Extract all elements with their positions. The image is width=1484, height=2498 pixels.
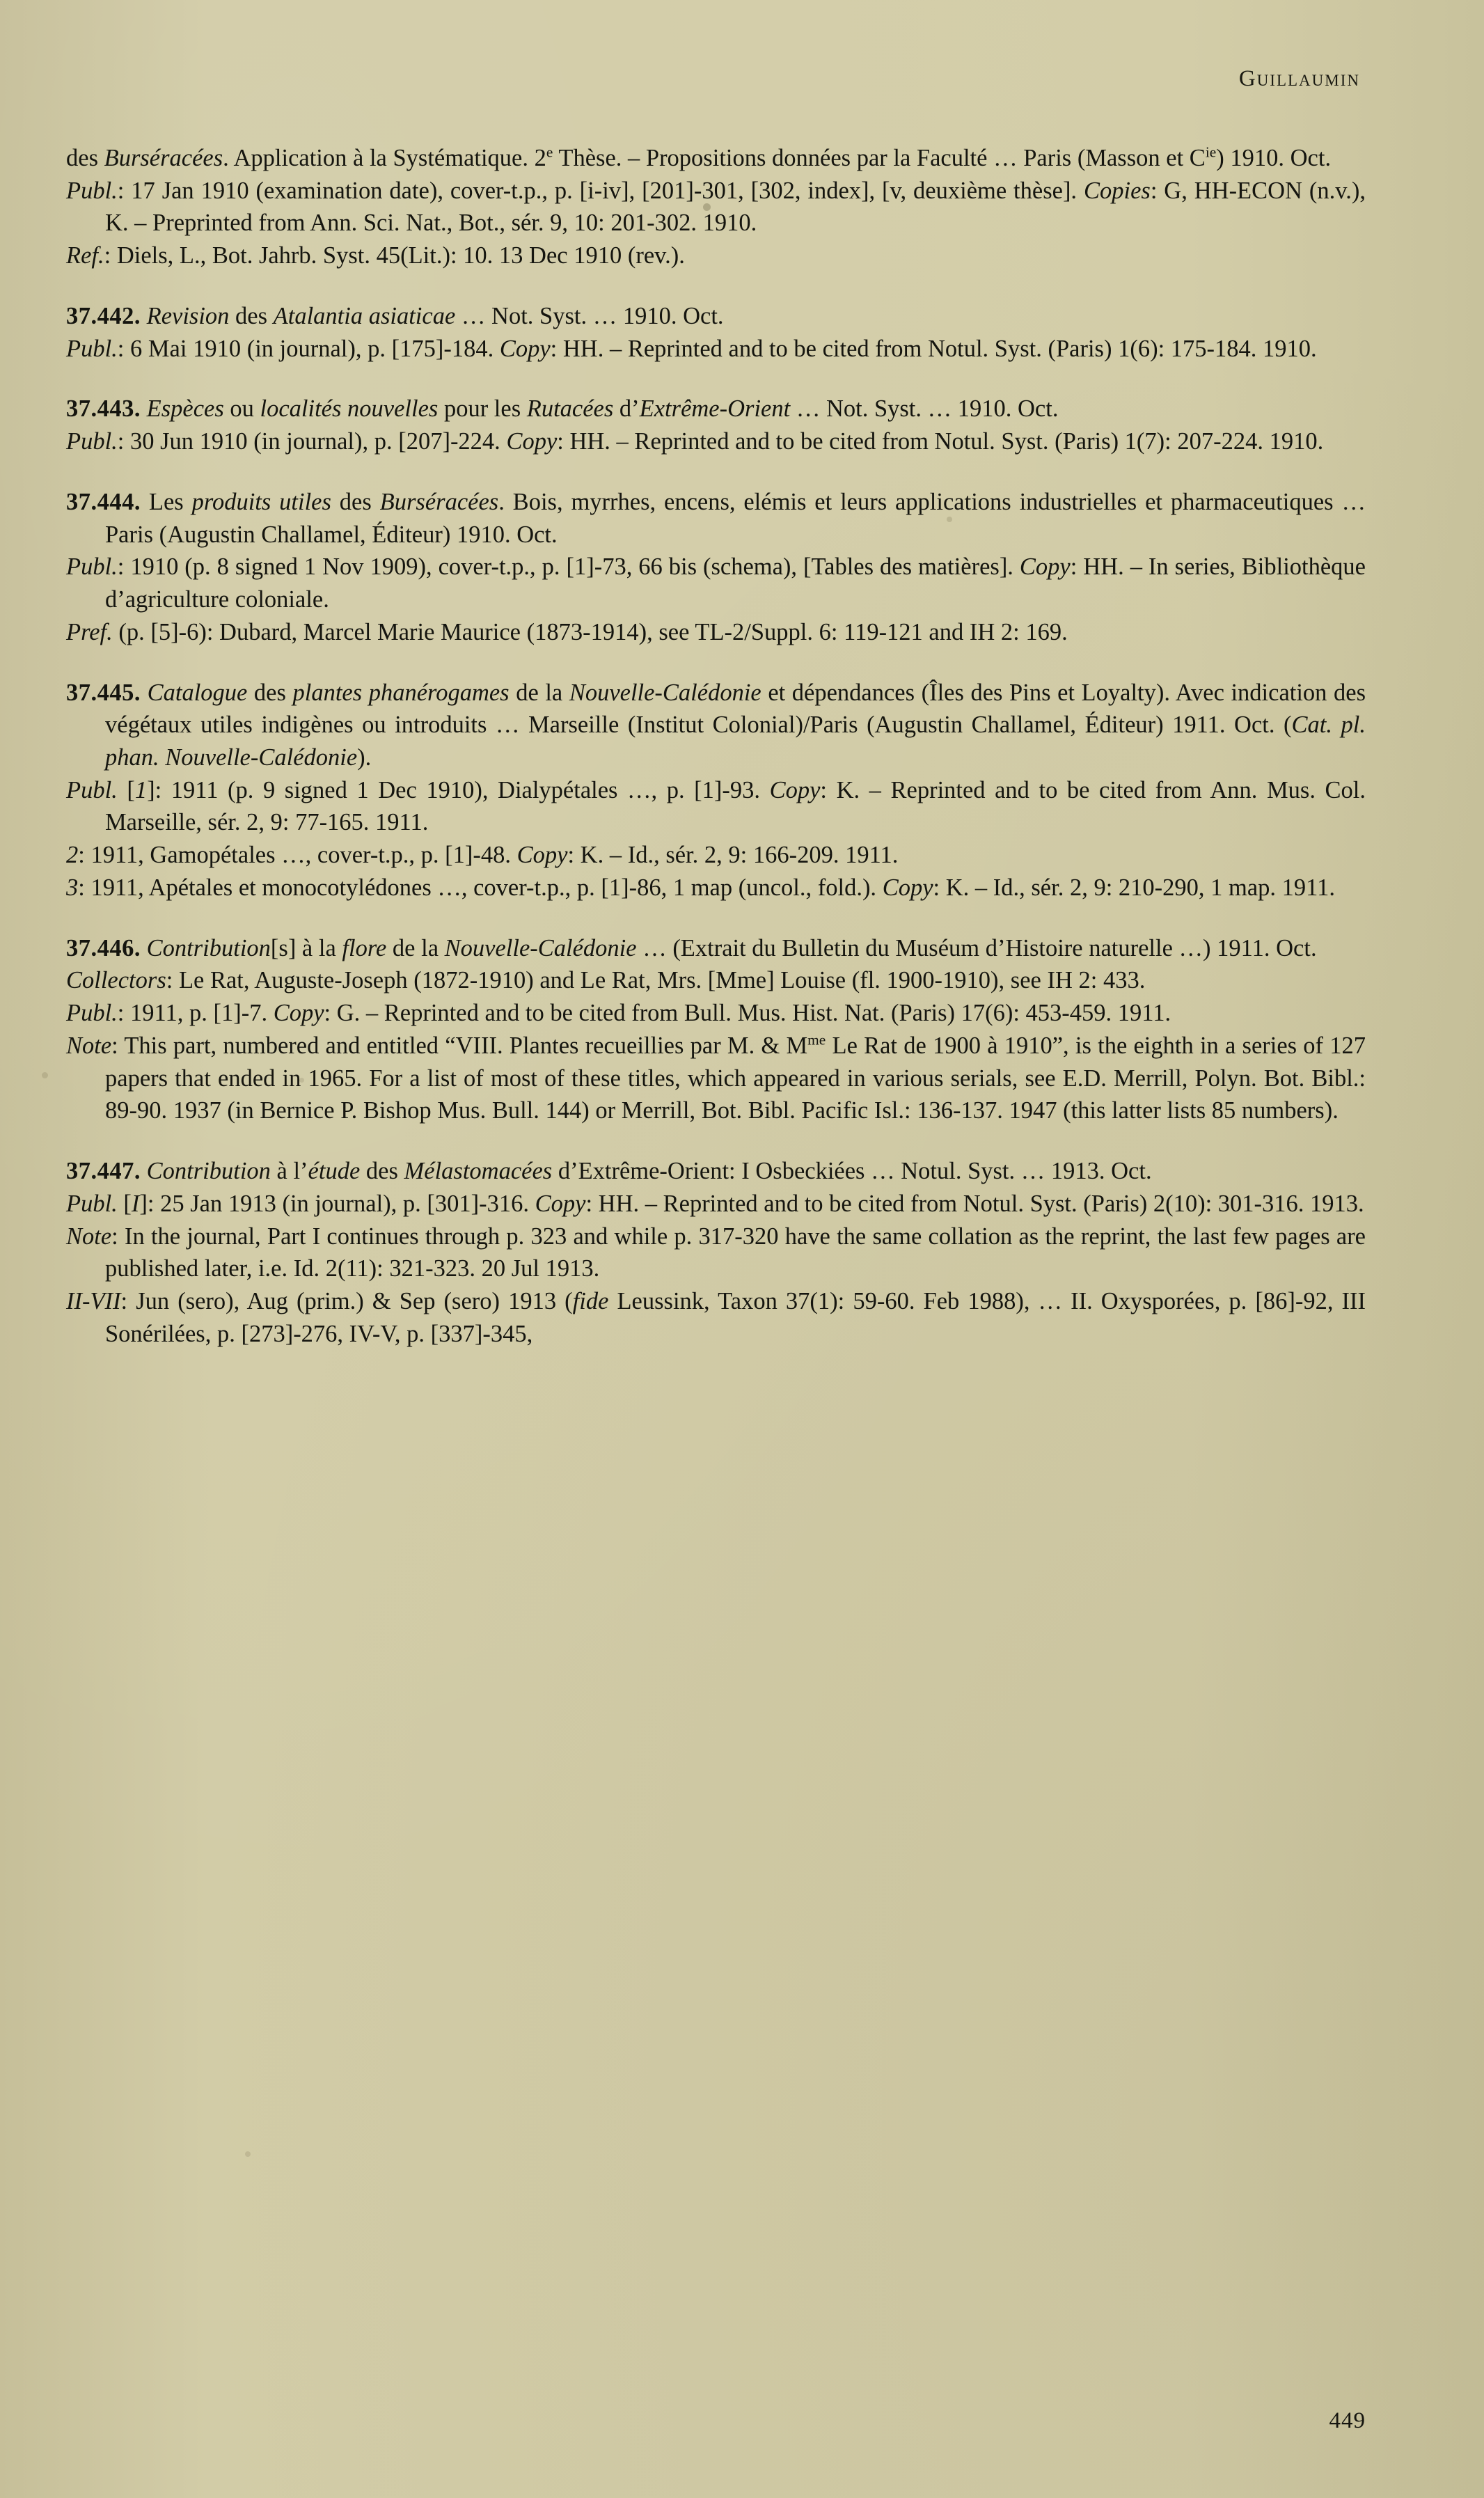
bibliography-entry [66, 486, 1366, 649]
entry-line: II-VII: Jun (sero), Aug (prim.) & Sep (sero) 1913 (fide Leussink, Taxon 37(1): 59-60. Feb 1988), … II. Oxysporées, p. [86]-92, III Sonérilées, p. [273]-276, IV-V, p. [337]-345, [66, 1288, 1366, 1347]
entry-line: Note: This part, numbered and entitled “VIII. Plantes recueillies par M. & $M^{me}$ Le Rat de 1900 à 1910”, is the eighth in a series of 127 papers that ended in 1965. For a list of most of these titles, which appeared in various serials, see E.D. Merrill, Polyn. Bot. Bibl.: 89-90. 1937 (in Bernice P. Bishop Mus. Bull. 144) or Merrill, Bot. Bibl. Pacific Isl.: 136-137. 1947 (this latter lists 85 numbers). [66, 1031, 1366, 1124]
bibliography-entry [66, 300, 1366, 365]
entry-line: Pref. (p. [5]-6): Dubard, Marcel Marie Maurice (1873-1914), see TL-2/Suppl. 6: 119-121 and IH 2: 169. [66, 618, 1068, 645]
page-number: 449 [1329, 2408, 1366, 2433]
entry-line: Publ.: 6 Mai 1910 (in journal), p. [175]-184. Copy: HH. – Reprinted and to be cited from Notul. Syst. (Paris) 1(6): 175-184. 1910. [66, 335, 1317, 362]
entry-line: Publ.: 1910 (p. 8 signed 1 Nov 1909), cover-t.p., p. [1]-73, 66 bis (schema), [Tables des matières]. Copy: HH. – In series, Bibliothèque d’agriculture coloniale. [66, 553, 1366, 613]
bibliography-entry [66, 393, 1366, 457]
entry-line: 37.443. Espèces ou localités nouvelles pour les Rutacées d’Extrême-Orient … Not. Syst. … 1910. Oct. [66, 395, 1059, 423]
entry-line: 37.442. Revision des Atalantia asiaticae … Not. Syst. … 1910. Oct. [66, 302, 724, 329]
entry-line: Collectors: Le Rat, Auguste-Joseph (1872-1910) and Le Rat, Mrs. [Mme] Louise (fl. 1900-1910), see IH 2: 433. [66, 967, 1146, 994]
entry-line: 3: 1911, Apétales et monocotylédones …, cover-t.p., p. [1]-86, 1 map (uncol., fold.). Copy: K. – Id., sér. 2, 9: 210-290, 1 map. 1911. [66, 874, 1336, 901]
bibliography-entry [66, 932, 1366, 1127]
entry-line: Publ. [I]: 25 Jan 1913 (in journal), p. [301]-316. Copy: HH. – Reprinted and to be cited from Notul. Syst. (Paris) 2(10): 301-316. 1913. [66, 1190, 1364, 1217]
entry-line: 37.444. Les produits utiles des Burséracées. Bois, myrrhes, encens, elémis et leurs applications industrielles et pharmaceutiques … Paris (Augustin Challamel, Éditeur) 1910. Oct. [66, 488, 1366, 548]
entry-line: Ref.: Diels, L., Bot. Jahrb. Syst. 45(Lit.): 10. 13 Dec 1910 (rev.). [66, 242, 685, 269]
entry-line: des Burséracées. Application à la Systématique. 2e Thèse. – Propositions données par la Faculté … Paris (Masson et $C^{ie}$) 1910. Oct. [66, 143, 1332, 171]
entry-line: 37.446. Contribution[s] à la flore de la Nouvelle-Calédonie … (Extrait du Bulletin du Muséum d’Histoire naturelle …) 1911. Oct. [66, 934, 1317, 961]
entry-line: Publ. [1]: 1911 (p. 9 signed 1 Dec 1910), Dialypétales …, p. [1]-93. Copy: K. – Reprinted and to be cited from Ann. Mus. Col. Marseille, sér. 2, 9: 77-165. 1911. [66, 776, 1366, 836]
entry-line: Publ.: 1911, p. [1]-7. Copy: G. – Reprinted and to be cited from Bull. Mus. Hist. Nat. (Paris) 17(6): 453-459. 1911. [66, 1000, 1171, 1027]
entry-line: 37.445. Catalogue des plantes phanérogames de la Nouvelle-Calédonie et dépendances (Îles des Pins et Loyalty). Avec indication des végétaux utiles indigènes ou introduits … Marseille (Institut Colonial)/Paris (Augustin Challamel, Éditeur) 1911. Oct. (Cat. pl. phan. Nouvelle-Calédonie). [66, 679, 1366, 771]
bibliography-entry [66, 677, 1366, 904]
bibliography-entry [66, 1155, 1366, 1350]
running-head: Guillaumin [1238, 66, 1360, 91]
entry-line: Publ.: 17 Jan 1910 (examination date), cover-t.p., p. [i-iv], [201]-301, [302, index], [v, deuxième thèse]. Copies: G, HH-ECON (n.v.), K. – Preprinted from Ann. Sci. Nat., Bot., sér. 9, 10: 201-302. 1910. [66, 177, 1366, 237]
page-body [66, 142, 1366, 1351]
entry-line: Note: In the journal, Part I continues through p. 323 and while p. 317-320 have the same collation as the reprint, the last few pages are published later, i.e. Id. 2(11): 321-323. 20 Jul 1913. [66, 1223, 1366, 1282]
entry-line: 2: 1911, Gamopétales …, cover-t.p., p. [1]-48. Copy: K. – Id., sér. 2, 9: 166-209. 1911. [66, 842, 899, 869]
entry-line: 37.447. Contribution à l’étude des Mélastomacées d’Extrême-Orient: I Osbeckiées … Notul. Syst. … 1913. Oct. [66, 1158, 1152, 1185]
entry-line: Publ.: 30 Jun 1910 (in journal), p. [207]-224. Copy: HH. – Reprinted and to be cited from Notul. Syst. (Paris) 1(7): 207-224. 1910. [66, 428, 1324, 455]
bibliography-entry [66, 142, 1366, 272]
